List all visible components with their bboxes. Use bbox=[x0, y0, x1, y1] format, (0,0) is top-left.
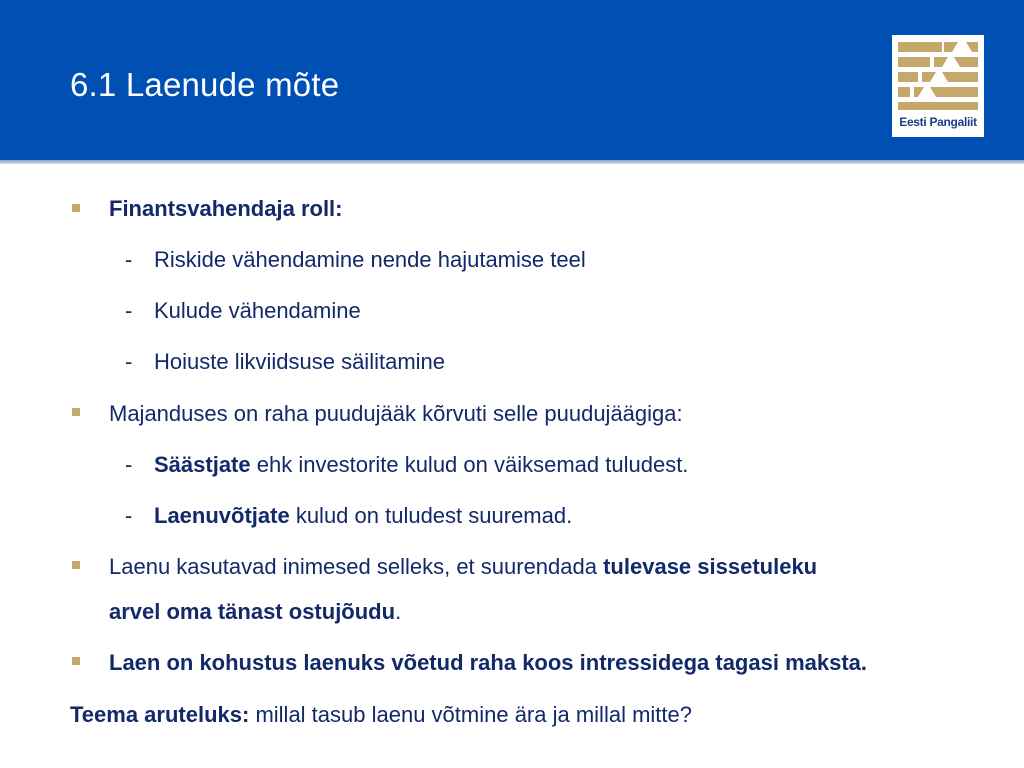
sub-item-savers: Säästjate ehk investorite kulud on väiksemad tuludest. bbox=[154, 452, 689, 477]
sub-item-borrowers: Laenuvõtjate kulud on tuludest suuremad. bbox=[154, 503, 573, 528]
sub-item-costs: Kulude vähendamine bbox=[154, 298, 361, 323]
discussion-topic: Teema aruteluks: millal tasub laenu võtmine ära ja millal mitte? bbox=[70, 702, 692, 727]
bullet-majanduses: Majanduses on raha puudujääk kõrvuti selle puudujäägiga: bbox=[109, 401, 683, 426]
logo-text: Eesti Pangaliit bbox=[899, 115, 977, 129]
sub-item-liquidity: Hoiuste likviidsuse säilitamine bbox=[154, 349, 446, 374]
bullet-marker bbox=[72, 561, 80, 569]
bullet-marker bbox=[72, 204, 80, 212]
dash-marker: - bbox=[125, 349, 133, 374]
dash-marker: - bbox=[125, 503, 133, 528]
bullet-laenu-kasutavad-line1: Laenu kasutavad inimesed selleks, et suurendada tulevase sissetuleku bbox=[109, 554, 818, 579]
bullet-laen-kohustus: Laen on kohustus laenuks võetud raha koos intressidega tagasi maksta. bbox=[109, 650, 868, 675]
dash-marker: - bbox=[125, 452, 133, 477]
dash-marker: - bbox=[125, 298, 133, 323]
dash-marker: - bbox=[125, 247, 133, 272]
bullet-marker bbox=[72, 408, 80, 416]
bullet-marker bbox=[72, 657, 80, 665]
bullet-laenu-kasutavad-line2: arvel oma tänast ostujõudu. bbox=[109, 599, 402, 624]
bullet-finantsvahendaja: Finantsvahendaja roll: bbox=[109, 196, 343, 221]
slide-title: 6.1 Laenude mõte bbox=[70, 66, 340, 103]
sub-item-risks: Riskide vähendamine nende hajutamise teel bbox=[154, 247, 586, 272]
